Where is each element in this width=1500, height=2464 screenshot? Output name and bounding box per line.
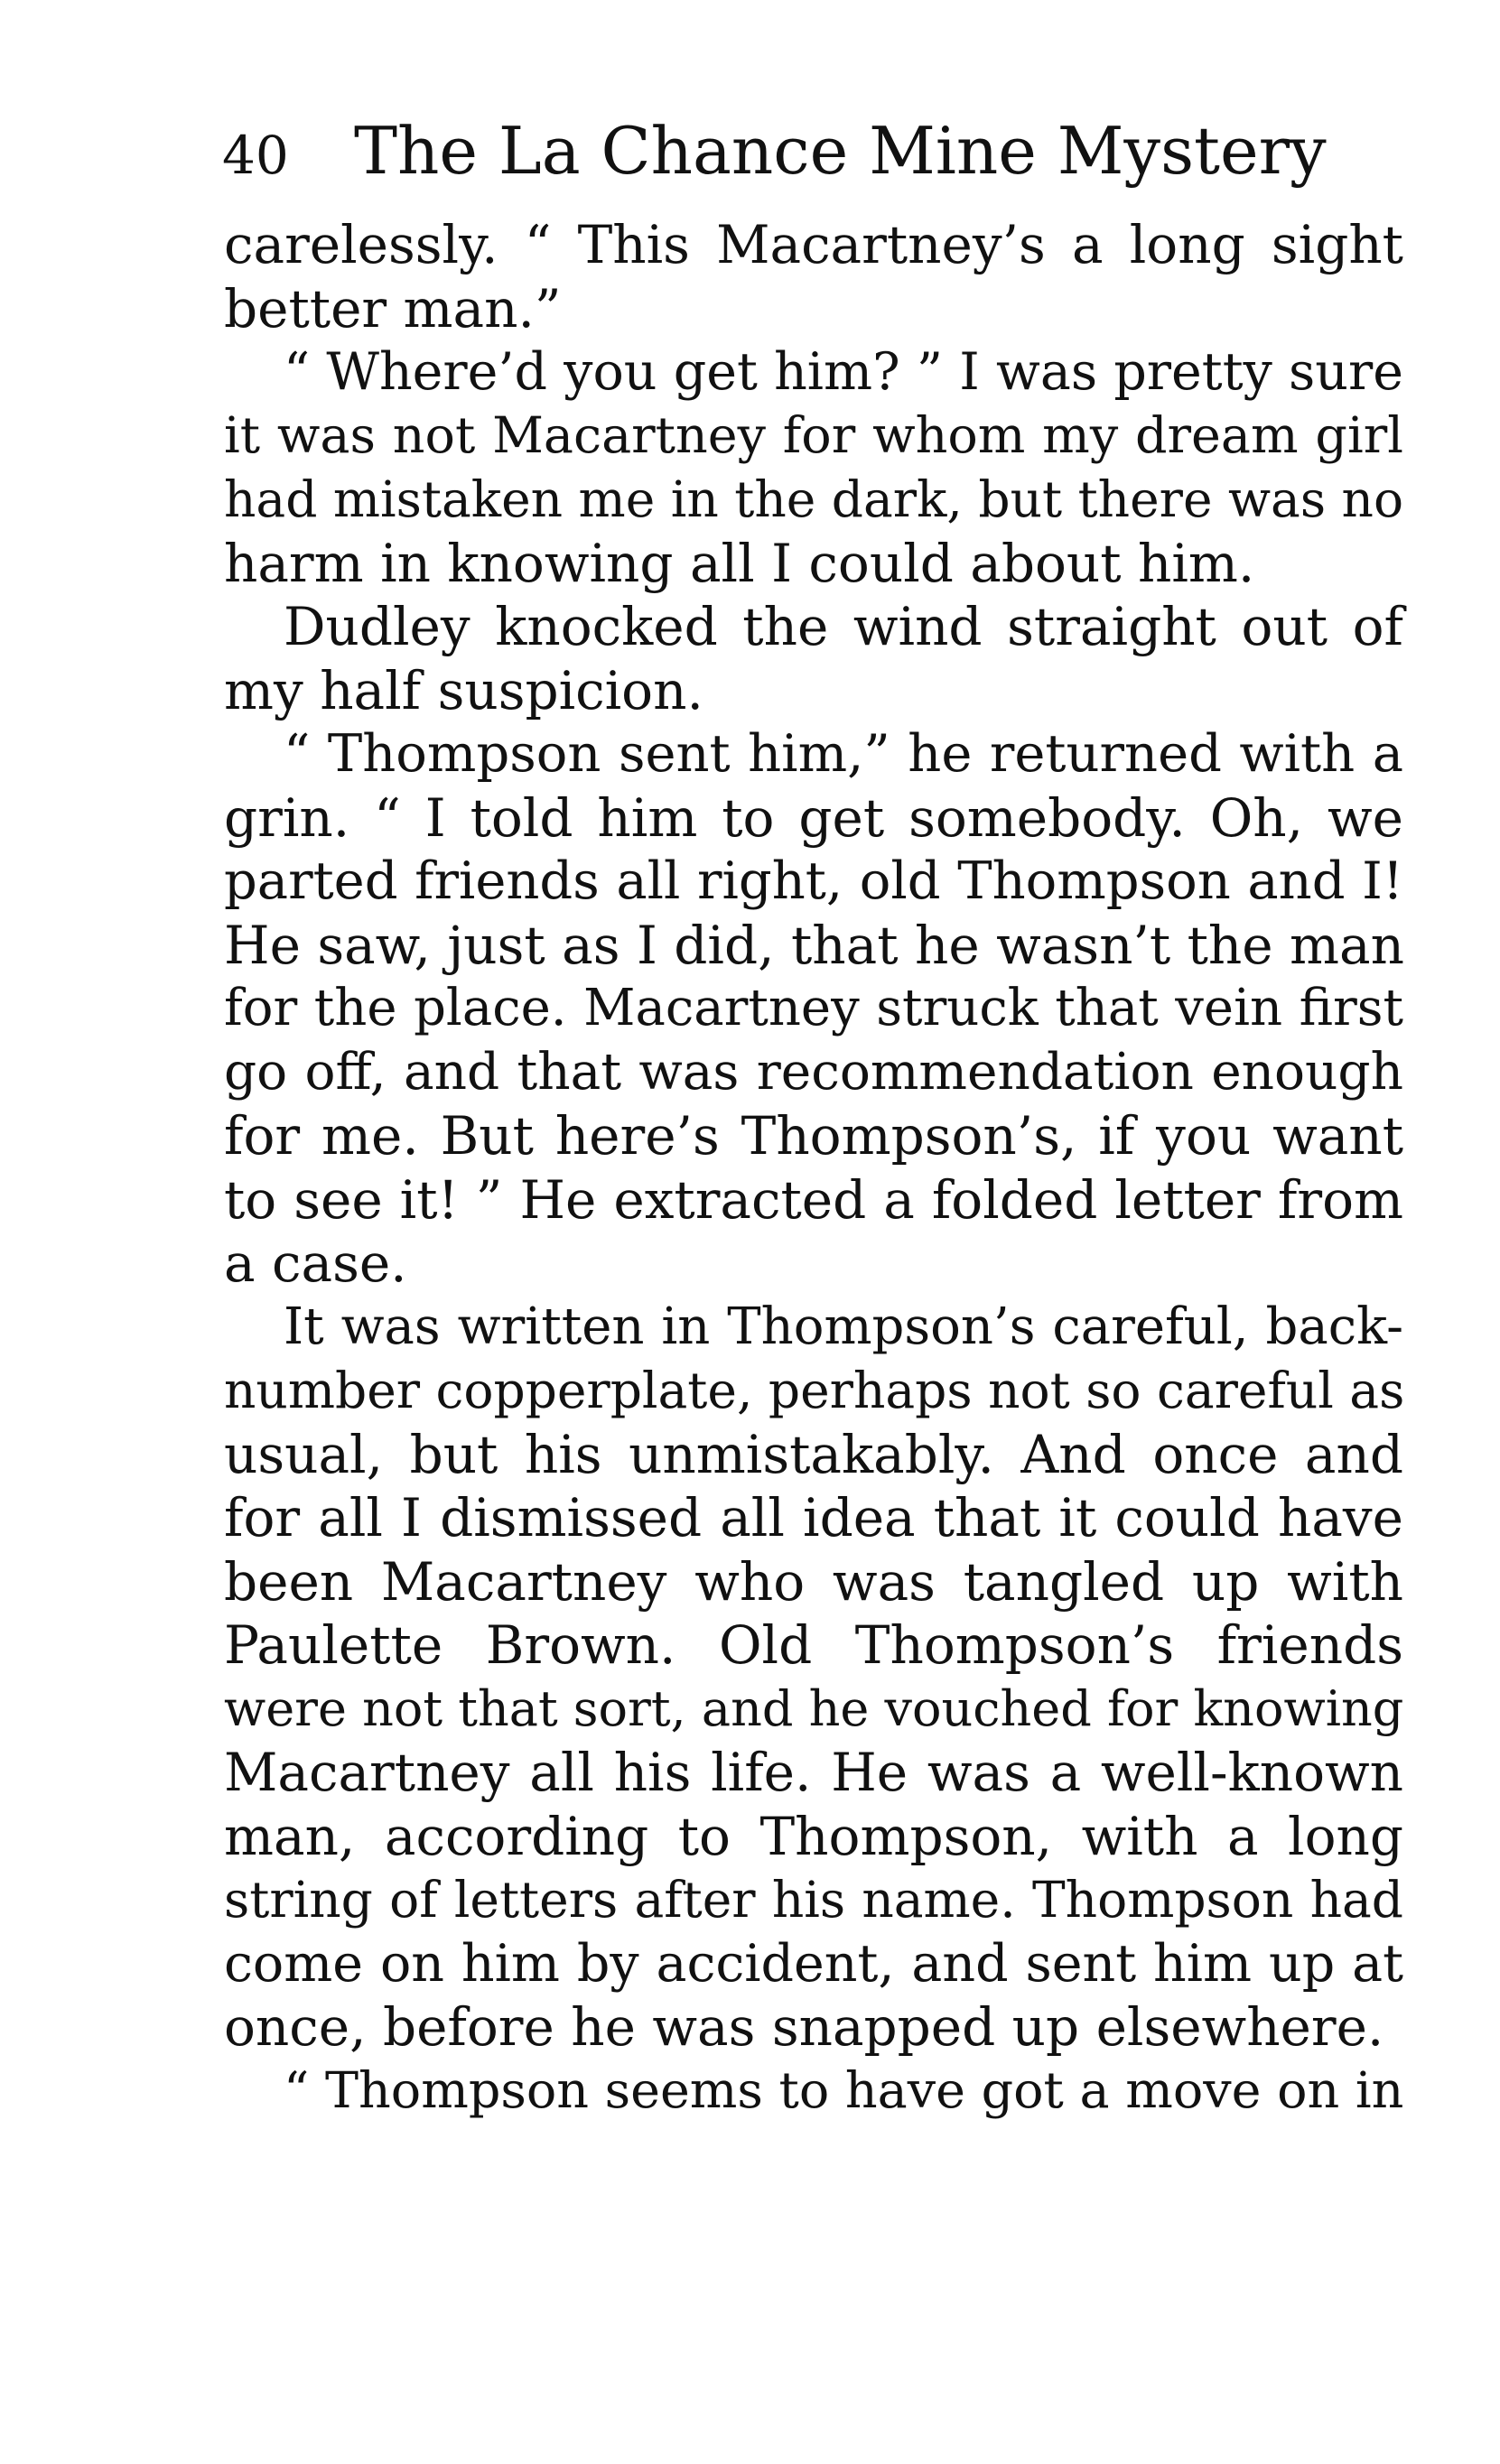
page-header [222, 101, 1396, 200]
text-line: had mistaken me in the dark, but there was no [224, 470, 1404, 528]
text-line: number copperplate, perhaps not so careful as [224, 1362, 1405, 1419]
text-line: come on him by accident, and sent him up at [224, 1933, 1403, 1994]
text-line: “ Thompson sent him,” he returned with a [284, 723, 1403, 784]
text-line: harm in knowing all I could about him. [224, 532, 1255, 594]
running-title: The La Chance Mine Mystery [354, 113, 1327, 189]
text-line: for the place. Macartney struck that vein first [224, 979, 1403, 1037]
text-line: grin. “ I told him to get somebody. Oh, we [224, 786, 1403, 849]
text-line: Macartney all his life. He was a well-known [224, 1742, 1403, 1803]
text-line: my half suspicion. [224, 659, 703, 721]
text-line: were not that sort, and he vouched for knowing [224, 1679, 1404, 1737]
text-line: He saw, just as I did, that he wasn’t the man [224, 914, 1404, 976]
text-line: to see it! ” He extracted a folded letter from [224, 1168, 1403, 1231]
text-line: for me. But here’s Thompson’s, if you want [224, 1105, 1403, 1167]
text-line: once, before he was snapped up elsewhere. [224, 1996, 1384, 2058]
text-line: been Macartney who was tangled up with [224, 1550, 1403, 1613]
page-number: 40 [222, 125, 289, 186]
text-line: “ Thompson seems to have got a move on in [284, 2060, 1404, 2120]
body-text [224, 213, 1403, 2123]
text-line: parted friends all right, old Thompson and I! [224, 851, 1403, 911]
text-line: for all I dismissed all idea that it could have [224, 1487, 1403, 1548]
text-line: carelessly. “ This Macartney’s a long sight [224, 214, 1403, 275]
text-line: “ Where’d you get him? ” I was pretty sure [284, 342, 1403, 402]
text-line: go off, and that was recommendation enough [224, 1042, 1403, 1102]
text-line: string of letters after his name. Thompson had [224, 1871, 1403, 1929]
text-line: man, according to Thompson, with a long [224, 1805, 1403, 1867]
text-line: it was not Macartney for whom my dream girl [224, 405, 1403, 465]
text-line: better man.” [224, 277, 562, 339]
text-line: Paulette Brown. Old Thompson’s friends [224, 1614, 1403, 1676]
text-line: Dudley knocked the wind straight out of [284, 596, 1403, 657]
text-line: a case. [224, 1232, 407, 1294]
text-line: It was written in Thompson’s careful, back- [284, 1297, 1403, 1356]
text-line: usual, but his unmistakably. And once and [224, 1423, 1403, 1485]
